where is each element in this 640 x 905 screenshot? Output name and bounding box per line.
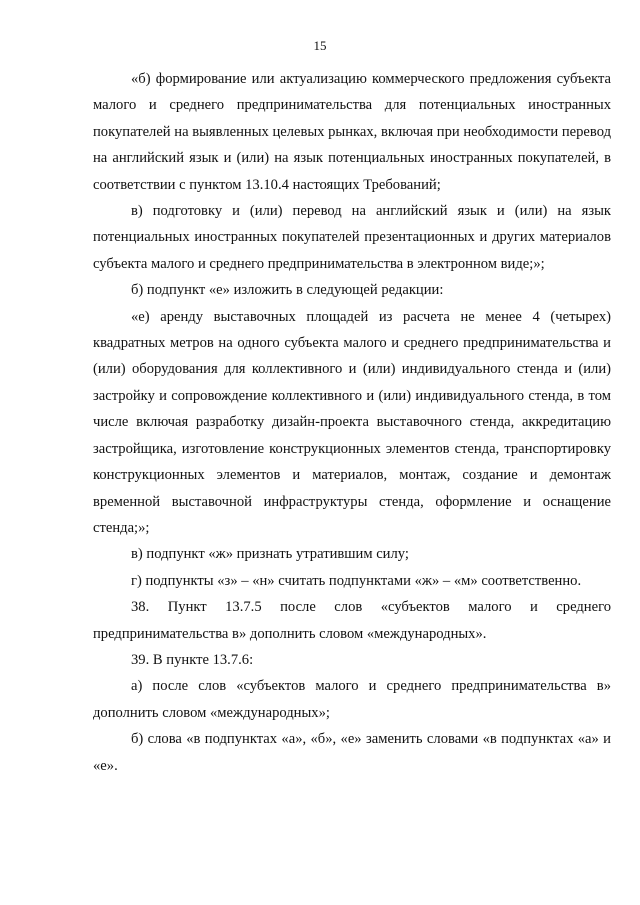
paragraph-subitem-e-text: «е) аренду выставочных площадей из расчета не менее 4 (четырех) квадратных метров на одного субъекта малого и среднего предпринимательства и (или) оборудования для коллективного и (или) индивидуального стенда и (или) застройку и сопровождение коллективного и (или) индивидуального стенда, в том числе включая разработку дизайн-проекта выставочного стенда, аккредитацию застройщика, изготовление конструкционных элементов стенда, транспортировку конструкционных элементов и материалов, монтаж, создание и демонтаж временной выставочной инфраструктуры стенда, оформление и оснащение стенда;»; [93,308,611,536]
paragraph-item-39-a: а) после слов «субъектов малого и среднего предпринимательства в» дополнить словом «международных»; [93,678,611,721]
page-number: 15 [313,38,327,53]
paragraph-subitem-zh-void: в) подпункт «ж» признать утратившим силу; [131,546,409,563]
paragraph-item-39: 39. В пункте 13.7.6: [131,651,254,668]
paragraph-13-7-4-b: «б) формирование или актуализацию коммерческого предложения субъекта малого и среднего предпринимательства для потенциальных иностранных покупателей на выявленных целевых рынках, включая при необходимости перевод на английский язык и (или) на язык потенциальных иностранных покупателей, в соответствии с пунктом 13.10.4 настоящих Требований; [93,71,612,193]
paragraph-subitem-e-intro: б) подпункт «е» изложить в следующей редакции: [131,282,444,299]
paragraph-item-38: 38. Пункт 13.7.5 после слов «субъектов малого и среднего предпринимательства в» дополнить словом «международных». [93,599,611,642]
document-body [93,66,611,779]
paragraph-renumbering: г) подпункты «з» – «н» считать подпунктами «ж» – «м» соответственно. [131,572,582,589]
paragraph-13-7-4-v: в) подготовку и (или) перевод на английский язык и (или) на язык потенциальных иностранных покупателей презентационных и других материалов субъекта малого и среднего предпринимательства в электронном виде;»; [93,203,611,272]
paragraph-item-39-b: б) слова «в подпунктах «а», «б», «е» заменить словами «в подпунктах «а» и «е». [93,731,611,774]
